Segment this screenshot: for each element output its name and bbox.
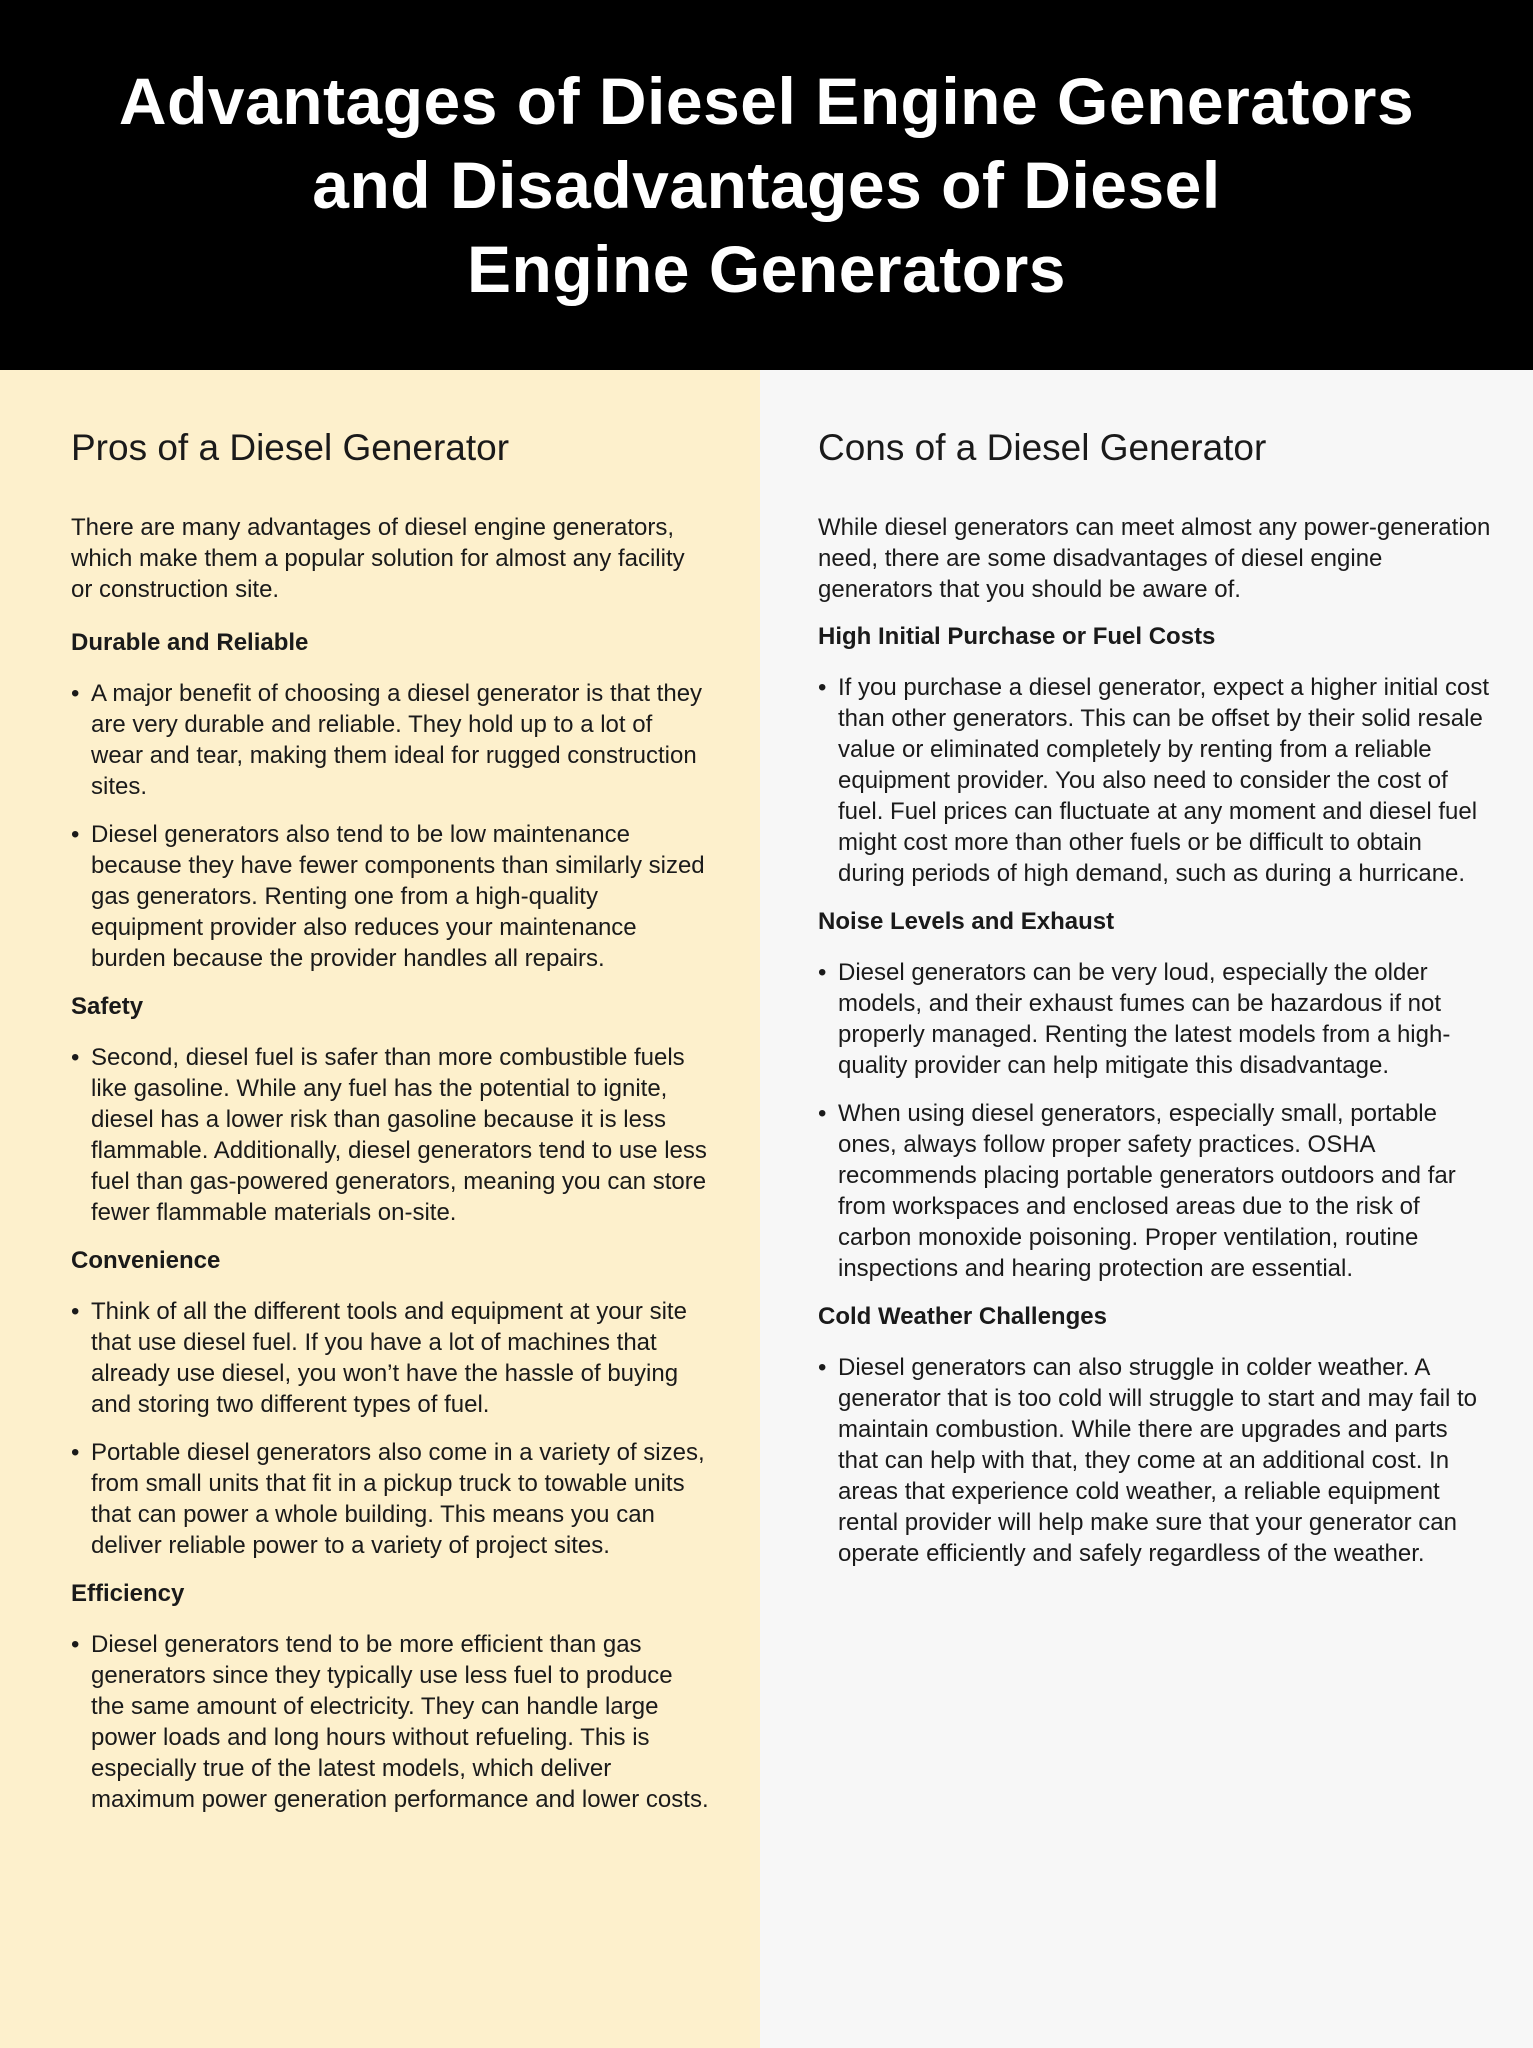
bullet-dot-icon: • [818,959,827,986]
cons-intro: While diesel generators can meet almost any power-generation need, there are some disadvantages of diesel engine generators that you should be aware of. [818,514,1491,603]
bullet-dot-icon: • [71,680,80,707]
page-title [0,59,1533,311]
bullet-list [818,672,1493,889]
pros-section-durable [71,627,710,974]
bullet-text: Think of all the different tools and equipment at your site that use diesel fuel. If you have a lot of machines that already use diesel, you won’t have the hassle of buying and storing two different types of fuel. [91,1298,687,1418]
bullet-dot-icon: • [71,1439,80,1466]
bullet-text: Diesel generators tend to be more efficient than gas generators since they typically use less fuel to produce the same amount of electricity. They can handle large power loads and long hours without refueling. This is especially true of the latest models, which deliver maximum power generation performance and lower costs. [91,1631,709,1813]
bullet-list [71,1296,710,1561]
bullet-dot-icon: • [818,1100,827,1127]
section-heading: Efficiency [71,1580,185,1607]
section-heading: Convenience [71,1247,221,1274]
section-heading: Noise Levels and Exhaust [818,908,1115,935]
cons-column [760,370,1533,2048]
cons-section-costs [818,621,1493,889]
page-title-line-1: Advantages of Diesel Engine Generators [118,64,1415,138]
bullet-text: If you purchase a diesel generator, expect a higher initial cost than other generators. This can be offset by their solid resale value or eliminated completely by renting from a reliable equipment provider. You also need to consider the cost of fuel. Fuel prices can fluctuate at any moment and diesel fuel might cost more than other fuels or be difficult to obtain during periods of high demand, such as during a hurricane. [838,674,1490,887]
page-header [0,0,1533,370]
bullet-list [71,1042,710,1228]
list-item [71,1629,710,1815]
cons-section-cold-weather [818,1301,1493,1569]
pros-section-efficiency [71,1578,710,1815]
page-title-line-3: Engine Generators [467,232,1066,306]
pros-title: Pros of a Diesel Generator [71,427,510,468]
bullet-dot-icon: • [818,674,827,701]
section-heading: Cold Weather Challenges [818,1303,1107,1330]
bullet-text: Portable diesel generators also come in a variety of sizes, from small units that fit in a pickup truck to towable units that can power a whole building. This means you can deliver reliable power to a variety of project sites. [91,1439,705,1559]
list-item [818,957,1493,1081]
list-item [71,1437,710,1561]
cons-section-noise [818,906,1493,1284]
section-heading: Safety [71,993,144,1020]
bullet-text: When using diesel generators, especially small, portable ones, always follow proper safety practices. OSHA recommends placing portable generators outdoors and far from workspaces and enclosed areas due to the risk of carbon monoxide poisoning. Proper ventilation, routine inspections and hearing protection are essential. [838,1100,1456,1282]
pros-column [0,370,760,2048]
list-item [71,1042,710,1228]
bullet-text: Diesel generators can also struggle in colder weather. A generator that is too cold will struggle to start and may fail to maintain combustion. While there are upgrades and parts that can help with that, they come at an additional cost. In areas that experience cold weather, a reliable equipment rental provider will help make sure that your generator can operate efficiently and safely regardless of the weather. [838,1354,1477,1567]
bullet-text: Second, diesel fuel is safer than more combustible fuels like gasoline. While any fuel has the potential to ignite, diesel has a lower risk than gasoline because it is less flammable. Additionally, diesel generators tend to use less fuel than gas-powered generators, meaning you can store fewer flammable materials on-site. [91,1044,707,1226]
list-item [818,1098,1493,1284]
bullet-dot-icon: • [818,1354,827,1381]
bullet-text: Diesel generators can be very loud, especially the older models, and their exhaust fumes can be hazardous if not properly managed. Renting the latest models from a high-quality provider can help mitigate this disadvantage. [838,959,1451,1079]
bullet-list [818,957,1493,1284]
pros-section-convenience [71,1245,710,1561]
list-item [818,1352,1493,1569]
bullet-dot-icon: • [71,1044,80,1071]
list-item [71,678,710,802]
bullet-dot-icon: • [71,1631,80,1658]
bullet-text: Diesel generators also tend to be low maintenance because they have fewer components than similarly sized gas generators. Renting one from a high-quality equipment provider also reduces your maintenance burden because the provider handles all repairs. [91,821,705,972]
section-heading: Durable and Reliable [71,629,309,656]
bullet-list [71,1629,710,1815]
pros-section-safety [71,991,710,1228]
bullet-dot-icon: • [71,1298,80,1325]
cons-title: Cons of a Diesel Generator [818,427,1267,468]
page-title-line-2: and Disadvantages of Diesel [312,148,1221,222]
bullet-dot-icon: • [71,821,80,848]
bullet-text: A major benefit of choosing a diesel generator is that they are very durable and reliable. They hold up to a lot of wear and tear, making them ideal for rugged construction sites. [91,680,703,800]
bullet-list [818,1352,1493,1569]
list-item [71,819,710,974]
list-item [71,1296,710,1420]
bullet-list [71,678,710,974]
pros-intro: There are many advantages of diesel engine generators, which make them a popular solution for almost any facility or construction site. [71,514,685,603]
list-item [818,672,1493,889]
section-heading: High Initial Purchase or Fuel Costs [818,623,1216,650]
